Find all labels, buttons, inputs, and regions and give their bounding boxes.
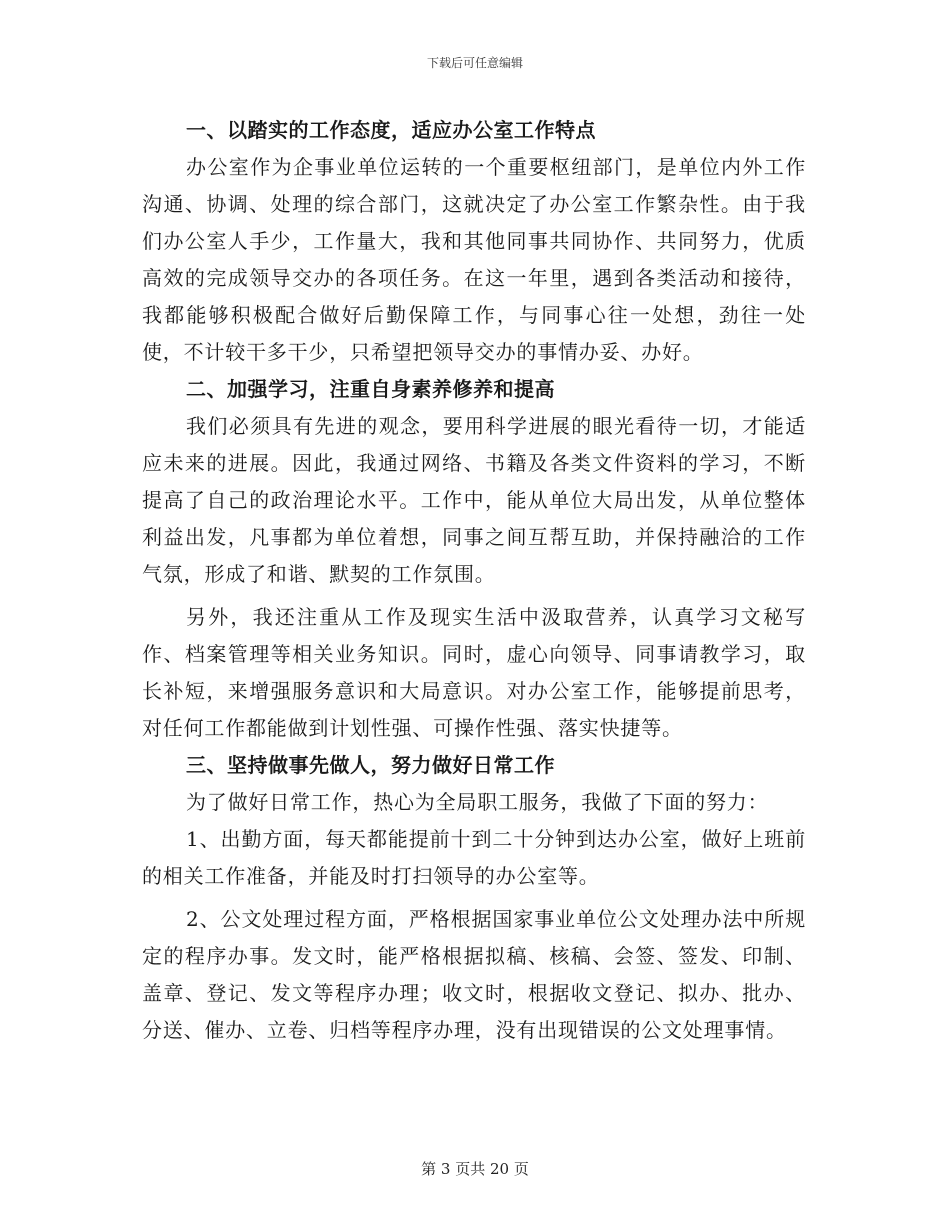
section-3-paragraph-2: 1、出勤方面，每天都能提前十到二十分钟到达办公室，做好上班前的相关工作准备，并能及时打扫领导的办公室等。 [142,827,806,888]
document-body [142,112,806,1049]
section-3-paragraph-3: 2、公文处理过程方面，严格根据国家事业单位公文处理办法中所规定的程序办事。发文时，能严格根据拟稿、核稿、会签、签发、印制、盖章、登记、发文等程序办理；收文时，根据收文登记、拟办、批办、分送、催办、立卷、归档等程序办理，没有出现错误的公文处理事情。 [142,907,806,1042]
section-3-paragraph-1: 为了做好日常工作，热心为全局职工服务，我做了下面的努力： [186,790,769,814]
section-2-paragraph-2: 另外，我还注重从工作及现实生活中汲取营养，认真学习文秘写作、档案管理等相关业务知识。同时，虚心向领导、同事请教学习，取长补短，来增强服务意识和大局意识。对办公室工作，能够提前思考，对任何工作都能做到计划性强、可操作性强、落实快捷等。 [142,605,806,740]
section-2-paragraph-1: 我们必须具有先进的观念，要用科学进展的眼光看待一切，才能适应未来的进展。因此，我通过网络、书籍及各类文件资料的学习，不断提高了自己的政治理论水平。工作中，能从单位大局出发，从单位整体利益出发，凡事都为单位着想，同事之间互帮互助，并保持融洽的工作气氛，形成了和谐、默契的工作氛围。 [142,414,806,586]
page-footer: 第 3 页共 20 页 [421,1160,529,1178]
section-heading-2: 二、加强学习，注重自身素养修养和提高 [186,377,555,401]
section-1-paragraph-1: 办公室作为企事业单位运转的一个重要枢纽部门，是单位内外工作沟通、协调、处理的综合部门，这就决定了办公室工作繁杂性。由于我们办公室人手少，工作量大，我和其他同事共同协作、共同努力，优质高效的完成领导交办的各项任务。在这一年里，遇到各类活动和接待，我都能够积极配合做好后勤保障工作，与同事心往一处想，劲往一处使，不计较干多干少，只希望把领导交办的事情办妥、办好。 [142,155,806,364]
section-heading-1: 一、以踏实的工作态度，适应办公室工作特点 [186,118,596,142]
section-heading-3: 三、坚持做事先做人，努力做好日常工作 [186,753,555,777]
page-header: 下载后可任意编辑 [426,56,523,70]
